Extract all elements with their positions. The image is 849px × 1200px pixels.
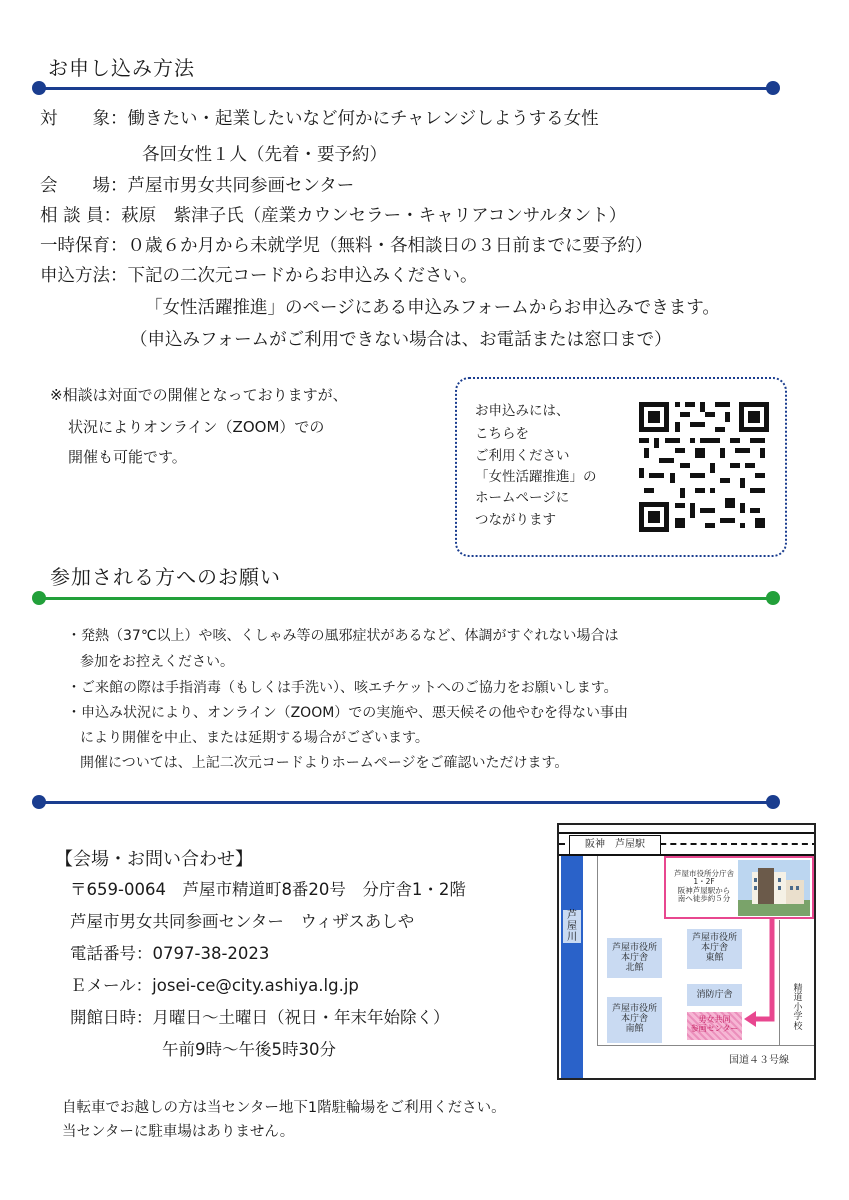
list-item: ・発熱（37℃以上）や咳、くしゃみ等の風邪症状があるなど、体調がすぐれない場合は: [67, 628, 619, 644]
section-divider: [37, 801, 775, 804]
building-photo-icon: [738, 860, 810, 916]
online-note-line: 開催も可能です。: [68, 448, 187, 466]
apply-method-alt-row: （申込みフォームがご利用できない場合は、お電話または窓口まで）: [130, 330, 672, 350]
south-building: 芦屋市役所 本庁舎 南館: [607, 997, 662, 1043]
east-building: 芦屋市役所 本庁舎 東館: [687, 929, 742, 969]
list-item: 開催については、上記二次元コードよりホームページをご確認いただけます。: [80, 755, 569, 771]
venue-heading: 【会場・お問い合わせ】: [55, 849, 253, 870]
qr-text-line: お申込みには、: [475, 403, 570, 419]
online-note-line: 状況によりオンライン（ZOOM）での: [68, 418, 325, 436]
station-label: 阪神 芦屋駅: [569, 835, 661, 855]
qr-text-line: つながります: [475, 512, 556, 528]
apply-method-detail-row: 「女性活躍推進」のページにある申込みフォームからお申込みできます。: [145, 298, 720, 318]
river-label: 芦屋川: [563, 910, 581, 943]
list-item: により開催を中止、または延期する場合がございます。: [80, 730, 429, 746]
section-divider: [37, 87, 775, 90]
childcare-row: 一時保育：０歳６か月から未就学児（無料・各相談日の３日前までに要予約）: [40, 236, 653, 256]
bicycle-note: 自転車でお越しの方は当センター地下1階駐輪場をご利用ください。: [62, 1100, 506, 1116]
target-detail-row: 各回女性１人（先着・要予約）: [142, 145, 387, 165]
north-building: 芦屋市役所 本庁舎 北館: [607, 938, 662, 978]
counselor-row: 相 談 員：萩原 紫津子氏（産業カウンセラー・キャリアコンサルタント）: [40, 206, 627, 226]
qr-code-icon[interactable]: [637, 400, 771, 534]
access-map: [557, 823, 816, 1080]
qr-text-line: ご利用ください: [475, 448, 570, 464]
school-label: 精道小学校: [793, 984, 803, 1032]
list-item: ・申込み状況により、オンライン（ZOOM）での実施や、悪天候その他やむを得ない事由: [67, 705, 629, 721]
qr-text-line: ホームページに: [475, 490, 570, 506]
fire-building: 消防庁舎: [687, 984, 742, 1006]
apply-method-row: 申込方法：下記の二次元コードからお申込みください。: [40, 266, 478, 286]
branch-office-box: [664, 856, 814, 919]
section-divider: [37, 597, 775, 600]
center-building: 男女共同 参画センター: [687, 1012, 742, 1040]
parking-note: 当センターに駐車場はありません。: [62, 1124, 295, 1140]
phone-line[interactable]: 電話番号：0797-38-2023: [70, 944, 270, 963]
online-note-line: ※相談は対面での開催となっておりますが、: [50, 386, 348, 404]
route-label: 国道４３号線: [729, 1055, 789, 1066]
river: [561, 856, 583, 1078]
branch-office-label: 芦屋市役所分庁舎 1・2F 阪神芦屋駅から 南へ徒歩約５分: [674, 869, 734, 903]
list-item: ・ご来館の際は手指消毒（もしくは手洗い）、咳エチケットへのご協力をお願いします。: [67, 680, 618, 696]
hours-time-line: 午前9時～午後5時30分: [162, 1040, 336, 1059]
section-title-requests: 参加される方へのお願い: [50, 565, 281, 589]
qr-text-line: 「女性活躍推進」の: [475, 469, 597, 485]
section-title-application: お申し込み方法: [48, 56, 195, 80]
email-line[interactable]: Ｅメール：josei-ce@city.ashiya.lg.jp: [70, 976, 359, 995]
address-line: 〒659-0064 芦屋市精道町8番20号 分庁舎1・2階: [70, 880, 466, 899]
target-row: 対 象：働きたい・起業したいなど何かにチャレンジしようする女性: [40, 109, 599, 129]
route-arrow-icon: [744, 919, 784, 1029]
venue-row: 会 場：芦屋市男女共同参画センター: [40, 176, 355, 196]
center-name-line: 芦屋市男女共同参画センター ウィザスあしや: [70, 912, 415, 931]
list-item: 参加をお控えください。: [80, 654, 234, 670]
hours-line: 開館日時：月曜日～土曜日（祝日・年末年始除く）: [70, 1008, 450, 1027]
qr-text-line: こちらを: [475, 426, 529, 442]
